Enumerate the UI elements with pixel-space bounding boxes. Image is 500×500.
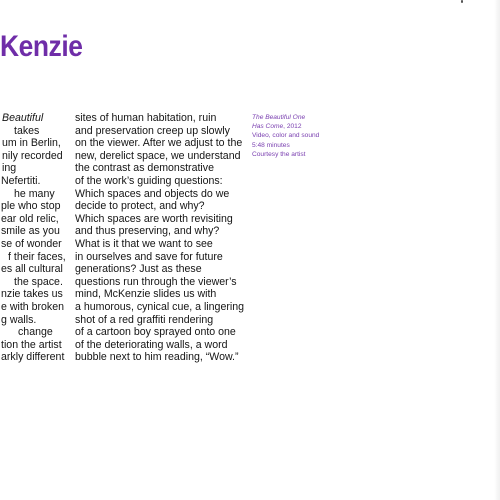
title-text: Kenzie: [0, 30, 83, 63]
left-line: e with broken: [1, 300, 65, 313]
body-line: Which spaces are worth revisiting: [75, 212, 233, 225]
body-line: of the work’s guiding questions:: [75, 174, 223, 187]
scan-speck: [461, 0, 463, 3]
left-line: Beautiful: [2, 112, 44, 124]
body-line: bubble next to him reading, “Wow.”: [75, 351, 239, 364]
body-line: questions run through the viewer’s: [75, 275, 237, 288]
caption-work-title: The Beautiful One: [252, 114, 306, 121]
article-title: [0, 30, 82, 64]
caption-duration: 5:48 minutes: [252, 141, 290, 149]
body-line: of the deteriorating walls, a word: [75, 338, 228, 351]
middle-text-column: [75, 112, 247, 364]
body-line: decide to protect, and why?: [75, 200, 205, 213]
left-line: es all cultural: [1, 263, 63, 276]
body-line: the contrast as demonstrative: [75, 162, 214, 175]
left-line: g walls.: [1, 313, 37, 326]
page-edge-shadow: [494, 0, 500, 500]
body-line: and preservation creep up slowly: [75, 124, 230, 137]
body-line: mind, McKenzie slides us with: [75, 288, 217, 301]
left-line: arkly different: [1, 351, 65, 364]
left-line: f their faces,: [8, 250, 66, 263]
body-line: in ourselves and save for future: [75, 250, 223, 263]
left-line: tion the artist: [1, 338, 62, 351]
body-line: and thus preserving, and why?: [75, 225, 220, 238]
body-line: What is it that we want to see: [75, 237, 213, 250]
left-line: change: [18, 326, 53, 339]
left-line: ple who stop: [1, 200, 61, 213]
artwork-caption: [252, 113, 352, 159]
body-line: shot of a red graffiti rendering: [75, 313, 214, 326]
body-line: new, derelict space, we understand: [75, 149, 241, 162]
body-line: a humorous, cynical cue, a lingering: [75, 300, 245, 313]
left-line: the space.: [14, 275, 63, 288]
body-line: of a cartoon boy sprayed onto one: [75, 326, 236, 339]
body-line: on the viewer. After we adjust to the: [75, 137, 243, 150]
left-line: ing: [2, 162, 17, 175]
caption-medium: Video, color and sound: [252, 132, 320, 140]
left-line: se of wonder: [1, 237, 62, 250]
left-line: smile as you: [1, 225, 60, 238]
body-line: sites of human habitation, ruin: [75, 112, 217, 124]
caption-credit: Courtesy the artist: [252, 150, 306, 158]
caption-year: , 2012: [283, 123, 302, 131]
body-line: generations? Just as these: [75, 263, 202, 276]
left-text-column: [0, 112, 66, 364]
left-line: takes: [14, 124, 40, 137]
left-line: nily recorded: [2, 149, 63, 162]
left-line: he many: [14, 187, 55, 200]
body-line: Which spaces and objects do we: [75, 187, 230, 200]
left-line: ear old relic,: [1, 212, 59, 225]
left-line: Nefertiti.: [1, 174, 41, 187]
left-line: um in Berlin,: [2, 137, 61, 150]
left-line: nzie takes us: [1, 288, 63, 301]
caption-work-title-cont: Has Come: [252, 123, 284, 131]
